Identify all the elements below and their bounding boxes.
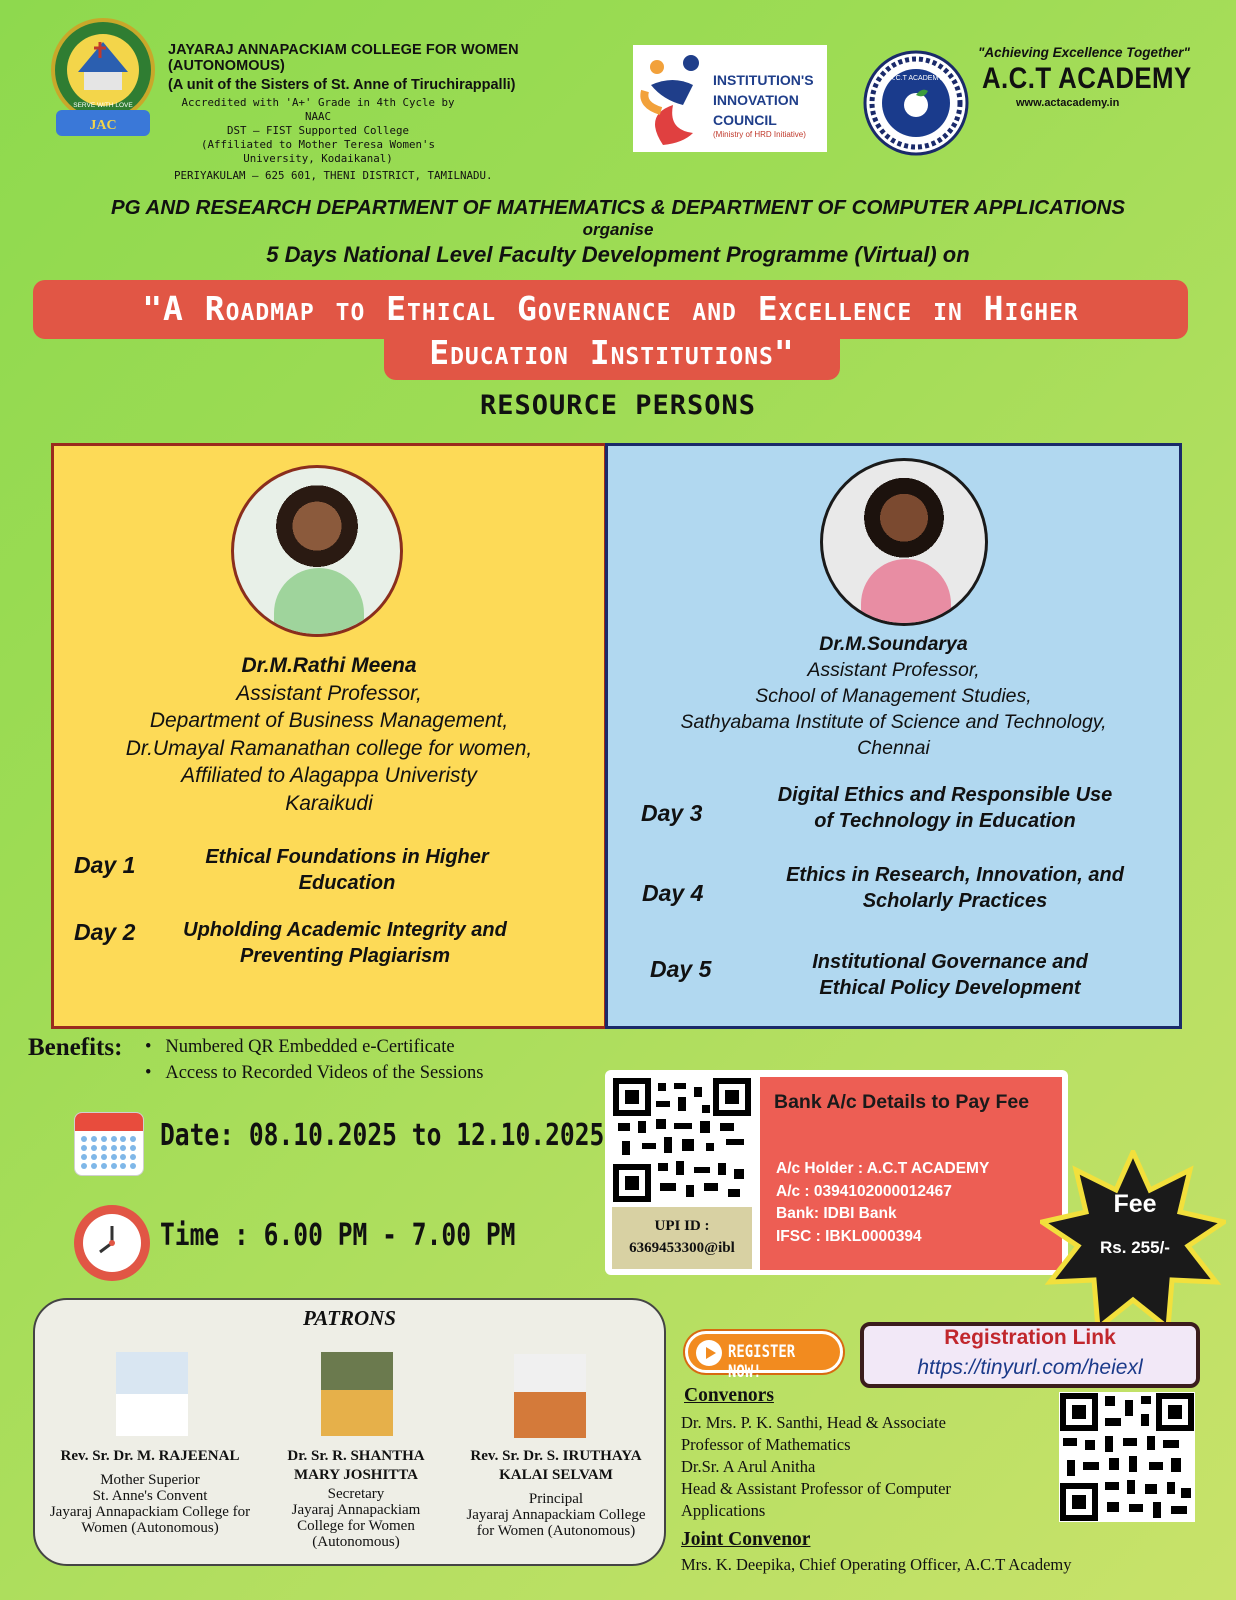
upi-qr-code[interactable] — [612, 1077, 752, 1203]
speaker-name: Dr.M.Soundarya — [819, 633, 968, 655]
convenor-line: Head & Assistant Professor of Computer — [681, 1479, 951, 1498]
iic-line1: INSTITUTION'S — [713, 72, 814, 88]
act-seal-logo — [860, 50, 972, 156]
logo-initials: JAC — [89, 118, 117, 133]
fee-amount: Rs. 255/- — [1100, 1238, 1170, 1257]
convenor-line: Dr.Sr. A Arul Anitha — [681, 1457, 816, 1476]
college-unit: (A unit of the Sisters of St. Anne of Tiruchirappalli) — [168, 77, 516, 93]
day-label: Day 1 — [74, 852, 136, 878]
patron-role: Mother Superior — [100, 1472, 200, 1488]
play-icon — [696, 1340, 722, 1366]
benefits-list — [145, 1034, 484, 1086]
speaker-info-left — [51, 652, 607, 817]
joint-convenor: Mrs. K. Deepika, Chief Operating Officer, A.C.T Academy — [681, 1555, 1072, 1574]
convenor-line: Dr. Mrs. P. K. Santhi, Head & Associate — [681, 1413, 946, 1432]
bank-details-title: Bank A/c Details to Pay Fee — [774, 1091, 1030, 1113]
programme-title: 5 Days National Level Faculty Development Programme (Virtual) on — [266, 242, 970, 267]
iic-line2: INNOVATION — [713, 92, 799, 108]
patron-role: Jayaraj Annapackiam College — [466, 1507, 646, 1523]
joint-convenor-title: Joint Convenor — [681, 1529, 811, 1550]
speaker-line: Affiliated to Alagappa Univeristy — [181, 764, 477, 787]
speaker-line: Department of Business Management, — [149, 709, 509, 732]
patron-role: St. Anne's Convent — [92, 1488, 208, 1504]
upi-id: 6369453300@ibl — [629, 1240, 735, 1256]
college-accreditation — [168, 96, 468, 166]
patron-photo — [321, 1352, 393, 1436]
patron-role: Principal — [528, 1491, 584, 1507]
account-number: A/c : 0394102000012467 — [776, 1182, 952, 1200]
benefit-item: • Numbered QR Embedded e-Certificate — [145, 1037, 455, 1057]
speaker-info-right — [605, 631, 1182, 761]
patron-role: College for Women — [297, 1518, 415, 1534]
bank-name: Bank: IDBI Bank — [776, 1205, 897, 1222]
department-title: PG AND RESEARCH DEPARTMENT OF MATHEMATICS & DEPARTMENT OF COMPUTER APPLICATIONS — [111, 196, 1125, 219]
day-label: Day 2 — [74, 919, 136, 945]
bank-details — [776, 1158, 989, 1248]
patron-role: Jayaraj Annapackiam College for — [49, 1504, 251, 1520]
patron-name: Rev. Sr. Dr. S. IRUTHAYA KALAI SELVAM — [470, 1448, 642, 1483]
day-topic: Upholding Academic Integrity and Preventing Plagiarism — [183, 919, 507, 967]
event-title-line1: "A Roadmap to Ethical Governance and Excellence in Higher — [142, 289, 1079, 328]
benefit-item: • Access to Recorded Videos of the Sessions — [145, 1063, 484, 1083]
dst-line: DST – FIST Supported College — [226, 124, 409, 137]
day-topic: Digital Ethics and Responsible Use of Technology in Education — [777, 784, 1113, 832]
speaker-photo-soundarya — [820, 458, 988, 626]
iic-line3: COUNCIL — [713, 112, 777, 128]
registration-qr-code[interactable] — [1059, 1392, 1195, 1522]
logo-motto: SERVE WITH LOVE — [73, 102, 133, 109]
speaker-line: Sathyabama Institute of Science and Technology, — [680, 711, 1107, 733]
event-date: Date: 08.10.2025 to 12.10.2025 — [160, 1118, 605, 1153]
convenors-list — [681, 1412, 1041, 1522]
affiliation-line: (Affiliated to Mother Teresa Women's University, Kodaikanal) — [200, 138, 435, 165]
day-topic: Ethics in Research, Innovation, and Scholarly Practices — [786, 864, 1124, 912]
college-name: JAYARAJ ANNAPACKIAM COLLEGE FOR WOMEN (AUTONOMOUS) — [168, 42, 519, 74]
event-time: Time : 6.00 PM - 7.00 PM — [160, 1218, 516, 1253]
college-address: PERIYAKULAM – 625 601, THENI DISTRICT, TAMILNADU. — [174, 169, 493, 182]
college-logo — [48, 12, 158, 140]
account-holder: A/c Holder : A.C.T ACADEMY — [776, 1160, 990, 1177]
patron-name: Rev. Sr. Dr. M. RAJEENAL — [60, 1448, 240, 1464]
patron-card — [40, 1447, 260, 1536]
patron-role: Jayaraj Annapackiam — [291, 1502, 421, 1518]
convenor-line: Applications — [681, 1501, 766, 1520]
ifsc-code: IFSC : IBKL0000394 — [776, 1227, 922, 1245]
patron-role: (Autonomous) — [312, 1534, 400, 1550]
act-tagline: "Achieving Excellence Together" — [978, 45, 1190, 60]
day-topic: Institutional Governance and Ethical Policy Development — [812, 951, 1088, 999]
convenors-title: Convenors — [684, 1385, 774, 1406]
patron-name: Dr. Sr. R. SHANTHA MARY JOSHITTA — [287, 1448, 425, 1483]
upi-label: UPI ID : — [654, 1218, 710, 1234]
speaker-line: Karaikudi — [285, 791, 373, 815]
register-now-label: REGISTER NOW! — [728, 1342, 796, 1382]
patron-photo — [514, 1354, 586, 1438]
day-label: Day 3 — [641, 800, 703, 826]
upi-id-box — [612, 1207, 752, 1269]
speaker-line: School of Management Studies, — [755, 685, 1032, 707]
clock-icon — [74, 1205, 150, 1281]
fee-label: Fee — [1113, 1190, 1157, 1218]
benefits-label: Benefits: — [28, 1034, 123, 1061]
iic-subtitle: (Ministry of HRD Initiative) — [713, 130, 806, 139]
speaker-line: Assistant Professor, — [236, 681, 422, 705]
speaker-photo-rathi-meena — [231, 465, 403, 637]
calendar-icon — [74, 1112, 144, 1176]
patron-role: Women (Autonomous) — [81, 1520, 219, 1536]
event-title-line2: Education Institutions" — [429, 333, 795, 372]
speaker-name: Dr.M.Rathi Meena — [241, 654, 417, 677]
resource-persons-heading: RESOURCE PERSONS — [479, 390, 757, 421]
act-academy-name: A.C.T ACADEMY — [982, 62, 1192, 95]
day-label: Day 4 — [642, 880, 704, 906]
act-website: www.actacademy.in — [1016, 97, 1120, 109]
patrons-title: PATRONS — [303, 1306, 396, 1330]
organise-text: organise — [582, 220, 654, 239]
day-label: Day 5 — [650, 956, 712, 982]
convenor-line: Professor of Mathematics — [681, 1435, 851, 1454]
patron-card — [276, 1447, 436, 1550]
accreditation-line: Accredited with 'A+' Grade in 4th Cycle by NAAC — [181, 96, 455, 123]
speaker-line: Dr.Umayal Ramanathan college for women, — [125, 736, 533, 760]
patron-role: for Women (Autonomous) — [476, 1523, 636, 1539]
registration-link-label: Registration Link — [944, 1326, 1116, 1349]
register-now-button[interactable] — [685, 1331, 843, 1382]
day-topic: Ethical Foundations in Higher Education — [205, 846, 489, 894]
registration-link-url[interactable]: https://tinyurl.com/heiexl — [917, 1356, 1143, 1379]
iic-name — [713, 70, 814, 130]
patron-card — [456, 1447, 656, 1539]
speaker-line: Chennai — [857, 737, 930, 759]
college-info — [168, 42, 608, 182]
speaker-line: Assistant Professor, — [807, 659, 980, 681]
patron-role: Secretary — [327, 1486, 385, 1502]
patron-photo — [116, 1352, 188, 1436]
act-seal-text: A.C.T ACADEMY — [889, 75, 943, 82]
